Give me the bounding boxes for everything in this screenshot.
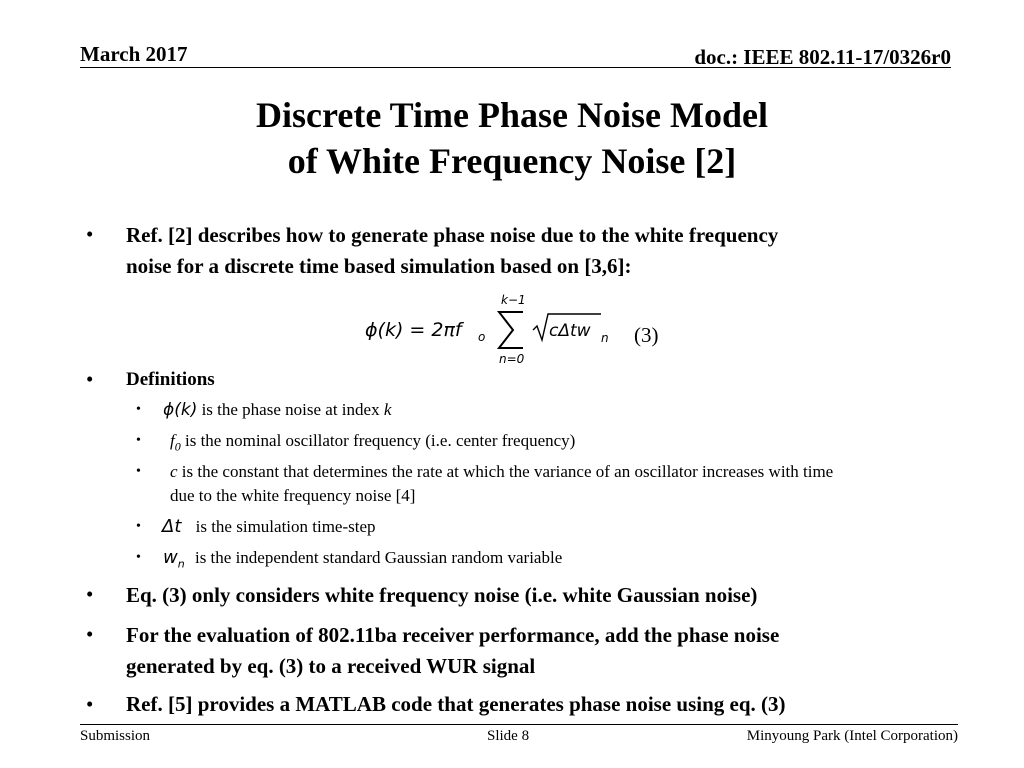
sum-upper-limit: k−1 [501, 293, 526, 307]
symbol-f-sub: 0 [174, 439, 181, 454]
definition-delta-t-text: is the simulation time-step [195, 517, 376, 536]
header-date: March 2017 [80, 42, 188, 66]
symbol-delta-t: Δt [162, 516, 182, 537]
equation-radicand: cΔtw [549, 321, 591, 341]
title-line-2: of White Frequency Noise [2] [287, 141, 737, 181]
footer-author: Minyoung Park (Intel Corporation) [746, 728, 958, 744]
bullet-ref2 [126, 220, 778, 282]
bullet-ref2-line1: Ref. [2] describes how to generate phase noise due to the white frequency [126, 223, 779, 247]
symbol-w: w [163, 547, 178, 568]
bullet-marker: • [86, 622, 94, 646]
definition-wn-text: is the independent standard Gaussian random variable [194, 548, 563, 567]
bullet-eq3-white-noise: Eq. (3) only considers white frequency noise (i.e. white Gaussian noise) [126, 583, 758, 607]
definition-phi [163, 398, 391, 422]
definition-c-line2: due to the white frequency noise [4] [170, 486, 416, 505]
header-divider [80, 67, 951, 68]
title-line-1: Discrete Time Phase Noise Model [256, 95, 768, 135]
phase-noise-equation [365, 292, 615, 366]
equation-sub-n: n [601, 331, 609, 345]
bullet-ref2-line2: noise for a discrete time based simulation based on [3,6]: [126, 254, 632, 278]
symbol-k: k [383, 400, 392, 419]
sum-lower-limit: n=0 [499, 352, 525, 366]
footer-submission: Submission [80, 728, 151, 744]
footer-divider [80, 724, 958, 725]
equation-lhs: ϕ(k) = 2πf [365, 319, 462, 341]
symbol-w-sub: n [177, 557, 185, 571]
definition-c [170, 460, 833, 508]
bullet-marker: • [86, 582, 94, 606]
definition-phi-text: is the phase noise at index [197, 400, 384, 419]
summation-icon [499, 312, 523, 348]
equation-number: (3) [634, 323, 659, 347]
definition-f0 [170, 429, 575, 458]
bullet-marker: • [86, 222, 94, 246]
definition-f0-text: is the nominal oscillator frequency (i.e. center frequency) [180, 431, 576, 450]
sub-bullet-marker: • [136, 464, 141, 479]
sub-bullet-marker: • [136, 550, 141, 565]
bullet-ref5-matlab: Ref. [5] provides a MATLAB code that generates phase noise using eq. (3) [126, 692, 786, 716]
symbol-phi-k: ϕ(k) [163, 400, 198, 420]
bullet-marker: • [86, 692, 94, 716]
definitions-heading: Definitions [126, 369, 215, 390]
equation-sub-o: o [478, 330, 486, 344]
definition-c-text: is the constant that determines the rate at which the variance of an oscillator increases with time [177, 462, 834, 481]
definition-wn [163, 546, 562, 576]
sub-bullet-marker: • [136, 402, 141, 417]
sub-bullet-marker: • [136, 433, 141, 448]
symbol-c: c [170, 462, 178, 481]
sub-bullet-marker: • [136, 519, 141, 534]
bullet-marker: • [86, 367, 94, 391]
definition-delta-t [162, 515, 376, 539]
slide-title [0, 92, 1024, 184]
footer-slide-number: Slide 8 [487, 728, 530, 744]
bullet-evaluation-line1: For the evaluation of 802.11ba receiver performance, add the phase noise [126, 623, 780, 647]
bullet-evaluation-line2: generated by eq. (3) to a received WUR signal [126, 654, 536, 678]
bullet-evaluation [126, 620, 779, 682]
definition-c-line1 [170, 460, 833, 484]
symbol-f: f [170, 431, 175, 450]
header-doc-id: doc.: IEEE 802.11-17/0326r0 [694, 45, 951, 69]
